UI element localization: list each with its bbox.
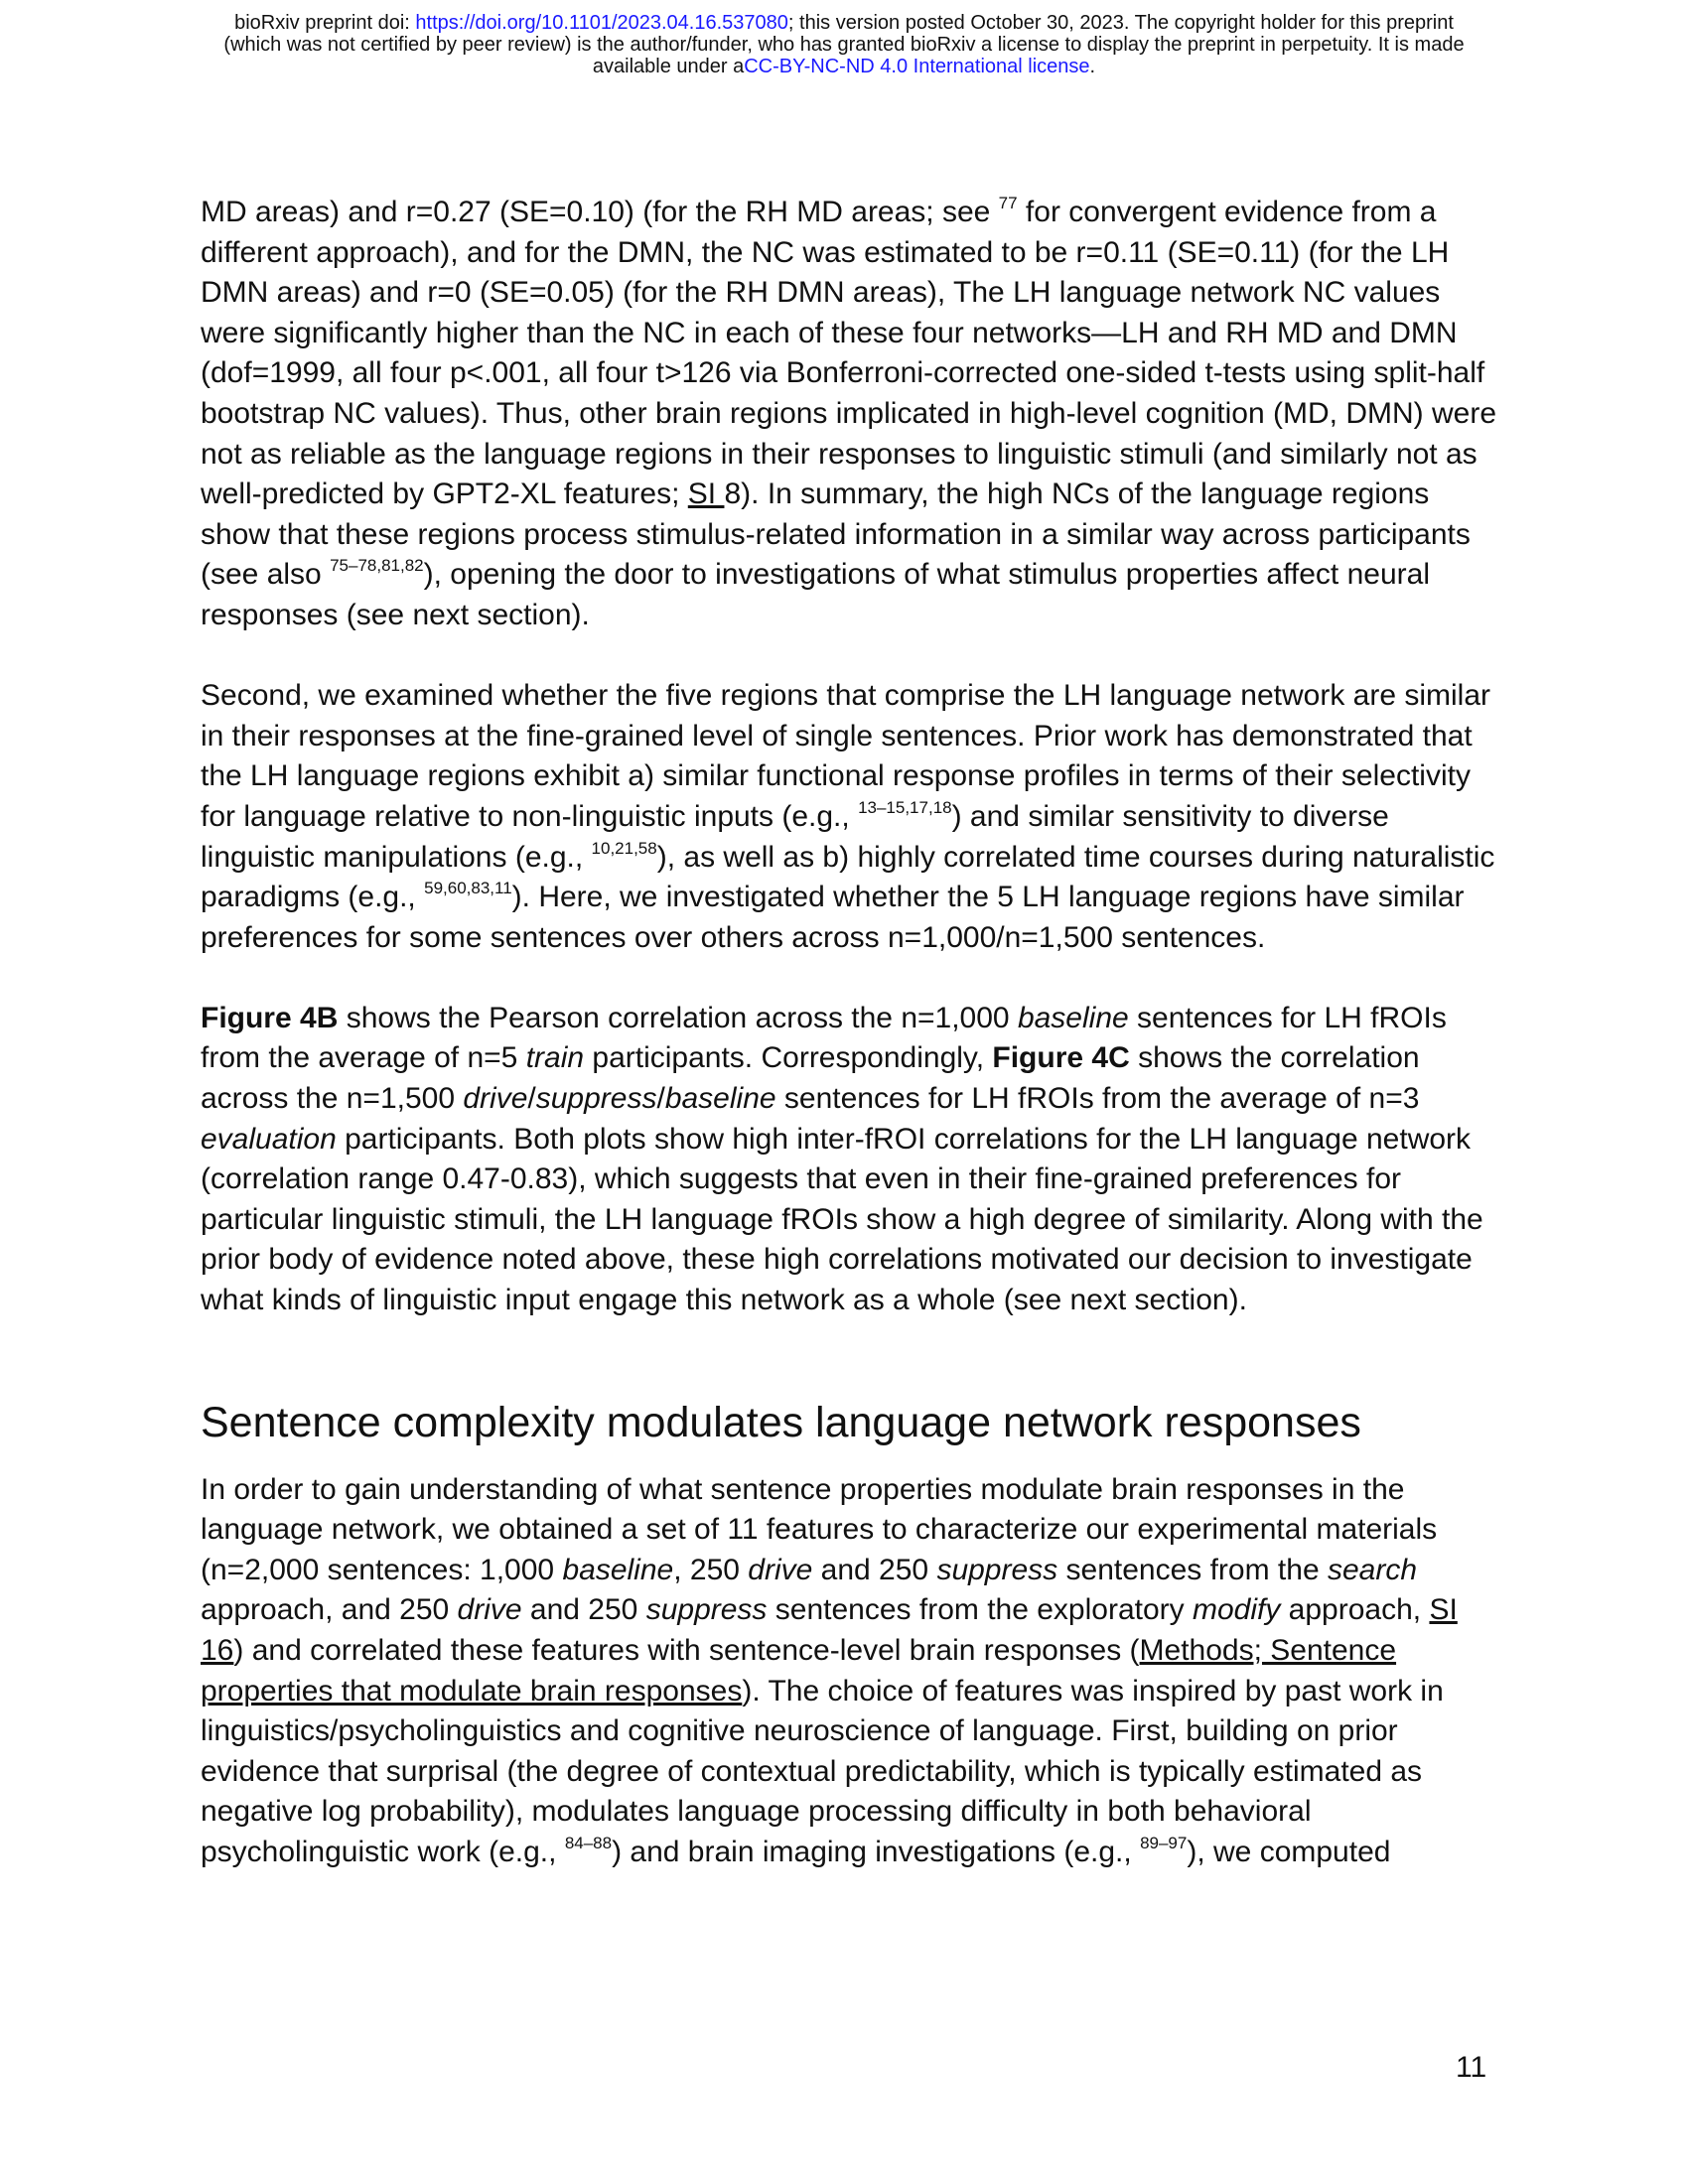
citation: 13–15,17,18 [858,797,952,817]
methods-link[interactable]: Methods; Sentence properties that modulate brain responses [201,1634,1397,1707]
figure-ref: Figure 4B [201,1001,339,1034]
preprint-header [0,12,1688,77]
si-link[interactable]: SI 16 [201,1593,1458,1667]
license-link[interactable]: CC-BY-NC-ND 4.0 International license [744,56,1090,77]
citation: 59,60,83,11 [424,879,512,898]
si-link[interactable]: SI [687,478,725,511]
header-line-1 [0,12,1688,34]
header-text: ; this version posted October 30, 2023. The copyright holder for this preprint [787,12,1454,34]
page-number: 11 [1456,2051,1487,2084]
figure-ref: Figure 4C [992,1041,1130,1075]
paragraph-fine-grained: Second, we examined whether the five regions that comprise the LH language network are similar in their responses at the fine-grained level of single sentences. Prior work has demonstrated that the LH language regions exhibit a) similar functional response profiles in terms of their selectivity for language relative to non-linguistic inputs (e.g., $^{13-15,17,18}$) and similar sensitivity to diverse linguistic manipulations (e.g., $^{10,21,58}$), as well as b) highly correlated time courses during naturalistic paradigms (e.g., $^{59,60,83,11}$). Here, we investigated whether the 5 LH language regions have similar preferences for some sentences over others across n=1,000/n=1,500 sentences. [201,679,1495,954]
header-text: . [1089,56,1096,77]
citation: 75–78,81,82 [330,556,424,576]
header-line-3 [0,56,1688,77]
paragraph-sentence-features: In order to gain understanding of what sentence properties modulate brain responses in the language network, we obtained a set of 11 features to characterize our experimental materials (n=2,000 sentences: 1,000 baseline, 250 drive and 250 suppress sentences from the search approach, and 250 drive and 250 suppress sentences from the exploratory modify approach, SI 16) and correlated these features with sentence-level brain responses (Methods; Sentence properties that modulate brain responses). The choice of features was inspired by past work in linguistics/psycholinguistics and cognitive neuroscience of language. First, building on prior evidence that surprisal (the degree of contextual predictability, which is typically estimated as negative log probability), modulates language processing difficulty in both behavioral psycholinguistic work (e.g., $^{84-88}$) and brain imaging investigations (e.g., $^{89-97}$), we computed [201,1472,1458,1868]
citation: 89–97 [1140,1833,1188,1852]
section-heading: Sentence complexity modulates language network responses [201,1398,1361,1446]
citation: 10,21,58 [591,838,657,858]
citation: 77 [998,194,1018,212]
header-line-2: (which was not certified by peer review) is the author/funder, who has granted bioRxiv a license to display the preprint in perpetuity. It is made [223,34,1465,56]
doi-link[interactable]: https://doi.org/10.1101/2023.04.16.537080 [415,12,788,34]
header-text: available under a [592,56,745,77]
citation: 84–88 [564,1833,613,1852]
header-text: bioRxiv preprint doi: [234,12,416,34]
paragraph-noise-ceiling: MD areas) and r=0.27 (SE=0.10) (for the RH MD areas; see $^{77}$ for convergent evidence from a different approach), and for the DMN, the NC was estimated to be r=0.11 (SE=0.11) (for the LH DMN areas) and r=0 (SE=0.05) (for the RH DMN areas), The LH language network NC values were significantly higher than the NC in each of these four networks—LH and RH MD and DMN (dof=1999, all four p<.001, all four t>126 via Bonferroni-corrected one-sided t-tests using split-half bootstrap NC values). Thus, other brain regions implicated in high-level cognition (MD, DMN) were not as reliable as the language regions in their responses to linguistic stimuli (and similarly not as well-predicted by GPT2-XL features; SI 8). In summary, the high NCs of the language regions show that these regions process stimulus-related information in a similar way across participants (see also $^{75-78,81,82}$), opening the door to investigations of what stimulus properties affect neural responses (see next section). [201,194,1496,631]
page-body [201,193,1501,1873]
paragraph-figure-4: Figure 4B shows the Pearson correlation across the n=1,000 baseline sentences for LH fROIs from the average of n=5 train participants. Correspondingly, Figure 4C shows the correlation across the n=1,500 drive/suppress/baseline sentences for LH fROIs from the average of n=3 evaluation participants. Both plots show high inter-fROI correlations for the LH language network (correlation range 0.47-0.83), which suggests that even in their fine-grained preferences for particular linguistic stimuli, the LH language fROIs show a high degree of similarity. Along with the prior body of evidence noted above, these high correlations motivated our decision to investigate what kinds of linguistic input engage this network as a whole (see next section). [201,1001,1483,1317]
